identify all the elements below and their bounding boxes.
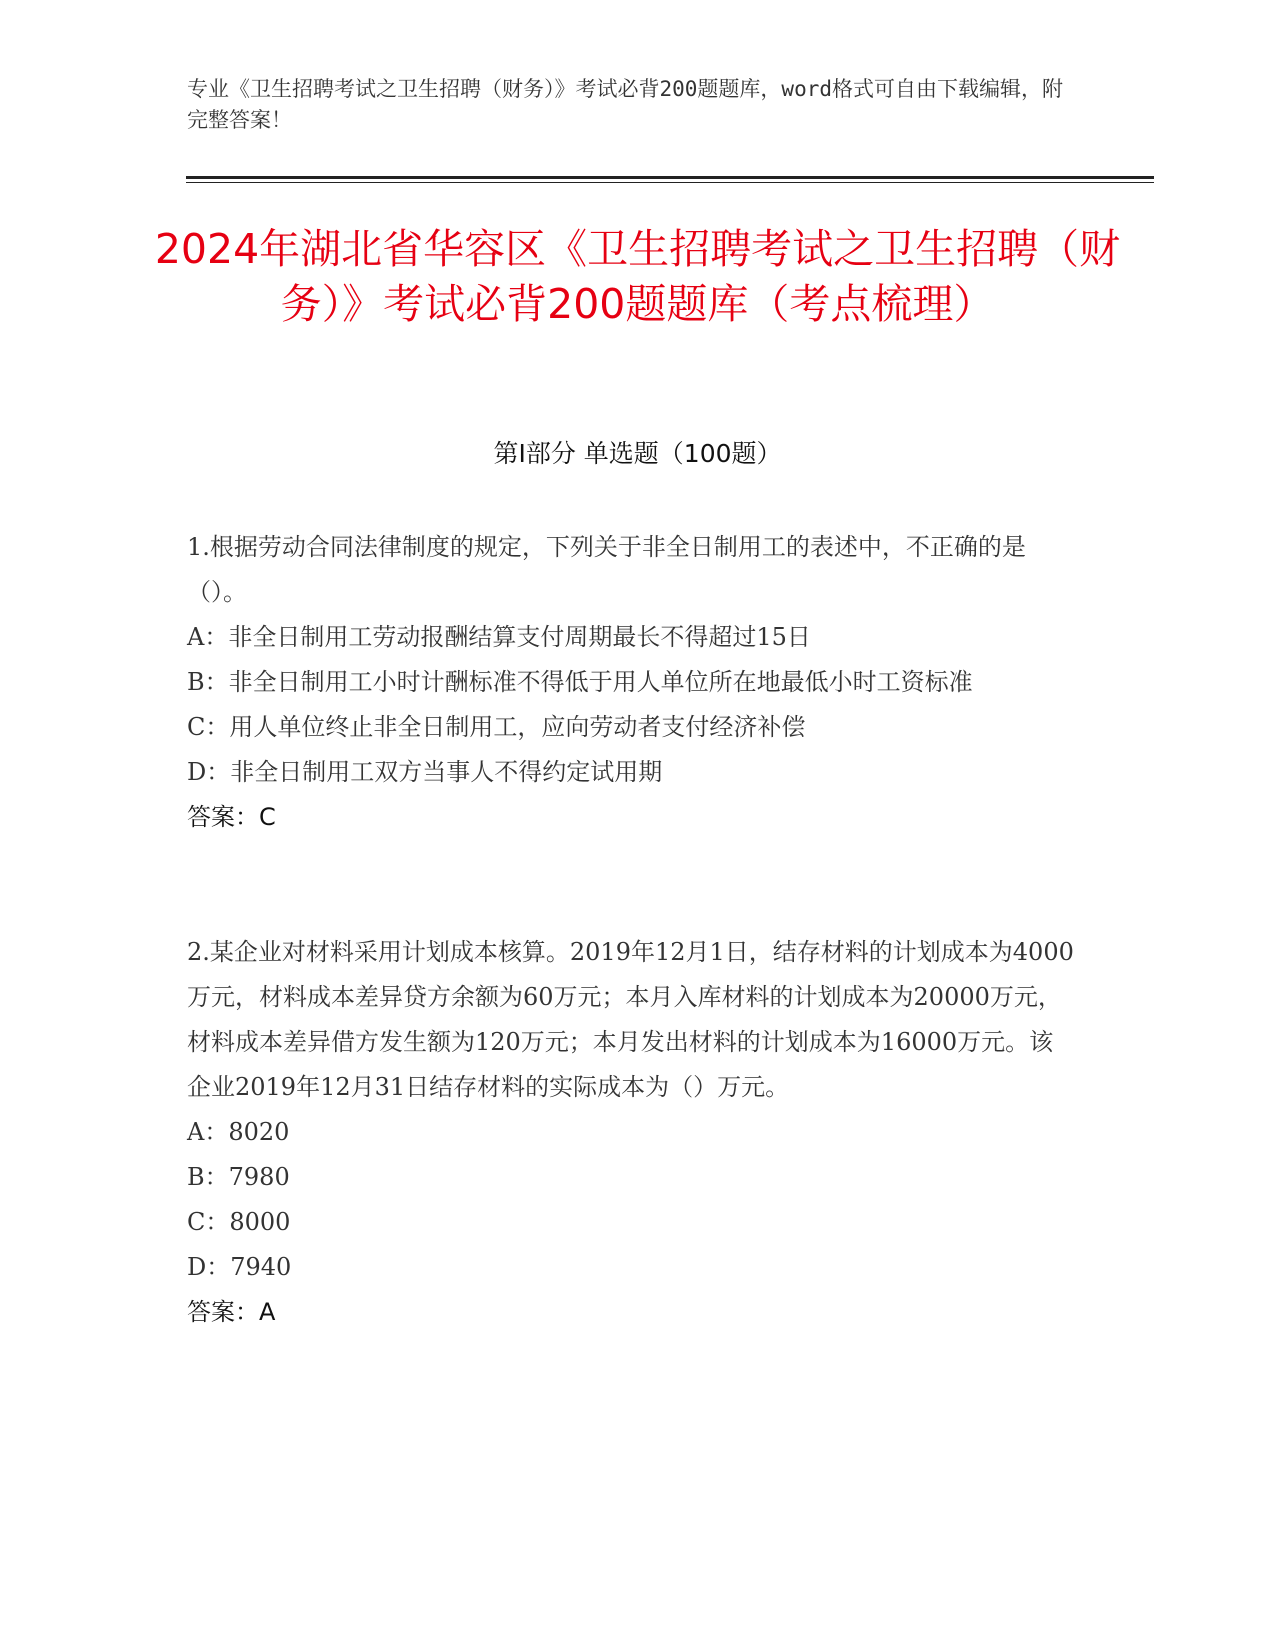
question-block xyxy=(187,930,1077,1335)
answer: 答案：A xyxy=(187,1298,276,1326)
option-b: B：非全日制用工小时计酬标准不得低于用人单位所在地最低小时工资标准 xyxy=(187,668,973,696)
intro-text: 专业《卫生招聘考试之卫生招聘（财务）》考试必背200题题库，word格式可自由下载编辑，附完整答案！ xyxy=(187,77,1063,132)
question-stem: 2.某企业对材料采用计划成本核算。2019年12月1日，结存材料的计划成本为4000万元，材料成本差异贷方余额为60万元；本月入库材料的计划成本为20000万元，材料成本差异借方发生额为120万元；本月发出材料的计划成本为16000万元。该企业2019年12月31日结存材料的实际成本为（）万元。 xyxy=(187,938,1074,1101)
option-a: A：8020 xyxy=(187,1118,290,1146)
option-c: C：8000 xyxy=(187,1208,291,1236)
question-block xyxy=(187,525,1077,840)
question-stem: 1.根据劳动合同法律制度的规定，下列关于非全日制用工的表述中，不正确的是（）。 xyxy=(187,533,1026,606)
option-b: B：7980 xyxy=(187,1163,290,1191)
option-c: C：用人单位终止非全日制用工，应向劳动者支付经济补偿 xyxy=(187,713,806,741)
option-d: D：7940 xyxy=(187,1253,292,1281)
answer: 答案：C xyxy=(187,803,276,831)
option-a: A：非全日制用工劳动报酬结算支付周期最长不得超过15日 xyxy=(187,623,811,651)
document-title: 2024年湖北省华容区《卫生招聘考试之卫生招聘（财务）》考试必背200题题库（考点梳理） xyxy=(154,225,1121,328)
section-heading: 第I部分 单选题（100题） xyxy=(493,439,782,468)
header-divider-thick xyxy=(186,176,1154,179)
option-d: D：非全日制用工双方当事人不得约定试用期 xyxy=(187,758,663,786)
header-divider-thin xyxy=(186,182,1154,183)
